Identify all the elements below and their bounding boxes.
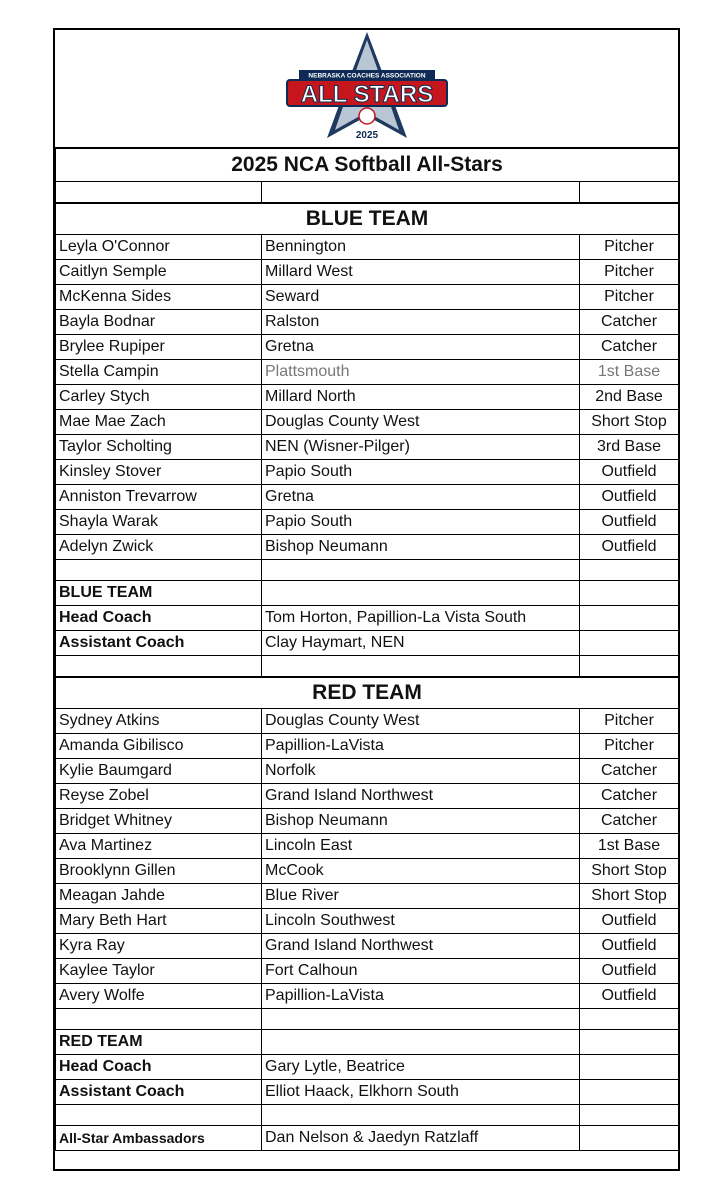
staff-label-row — [56, 581, 679, 606]
logo-cell — [56, 30, 679, 148]
player-row — [56, 285, 679, 310]
spacer-row — [56, 560, 679, 581]
all-stars-logo — [267, 30, 467, 142]
player-school: Lincoln Southwest — [262, 909, 580, 934]
spacer-row — [56, 1105, 679, 1126]
player-position: Outfield — [580, 934, 679, 959]
player-name: Mae Mae Zach — [56, 410, 262, 435]
player-position: Catcher — [580, 310, 679, 335]
player-position: Pitcher — [580, 709, 679, 734]
player-position: Outfield — [580, 535, 679, 560]
player-name: Brooklynn Gillen — [56, 859, 262, 884]
player-position: 1st Base — [580, 834, 679, 859]
player-position: Pitcher — [580, 285, 679, 310]
player-position: 3rd Base — [580, 435, 679, 460]
player-school: Papillion-LaVista — [262, 984, 580, 1009]
player-row — [56, 260, 679, 285]
player-name: Brylee Rupiper — [56, 335, 262, 360]
player-position: Outfield — [580, 510, 679, 535]
player-position: Catcher — [580, 784, 679, 809]
player-row — [56, 435, 679, 460]
player-school: Grand Island Northwest — [262, 934, 580, 959]
player-row — [56, 335, 679, 360]
player-name: Ava Martinez — [56, 834, 262, 859]
player-school: Bishop Neumann — [262, 535, 580, 560]
player-row — [56, 360, 679, 385]
player-name: Kylie Baumgard — [56, 759, 262, 784]
player-row — [56, 759, 679, 784]
player-school: Blue River — [262, 884, 580, 909]
player-row — [56, 385, 679, 410]
player-position: Catcher — [580, 335, 679, 360]
head-coach-row — [56, 606, 679, 631]
player-row — [56, 984, 679, 1009]
player-position: Catcher — [580, 759, 679, 784]
player-school: Millard North — [262, 385, 580, 410]
ambassadors-names: Dan Nelson & Jaedyn Ratzlaff — [262, 1126, 580, 1151]
head-coach-label: Head Coach — [56, 1055, 262, 1080]
player-school: Papio South — [262, 460, 580, 485]
spacer-row — [56, 656, 679, 678]
assistant-coach-label: Assistant Coach — [56, 1080, 262, 1105]
player-position: Short Stop — [580, 410, 679, 435]
assistant-coach-row — [56, 1080, 679, 1105]
player-name: Caitlyn Semple — [56, 260, 262, 285]
player-school: Douglas County West — [262, 709, 580, 734]
blue-team-heading: BLUE TEAM — [56, 203, 679, 235]
player-position: Outfield — [580, 485, 679, 510]
spacer-row — [56, 182, 679, 204]
player-name: Leyla O'Connor — [56, 235, 262, 260]
player-name: Carley Stych — [56, 385, 262, 410]
player-row — [56, 909, 679, 934]
player-school: Norfolk — [262, 759, 580, 784]
player-school: Millard West — [262, 260, 580, 285]
player-row — [56, 809, 679, 834]
roster-sheet — [53, 28, 680, 1171]
assistant-coach-row — [56, 631, 679, 656]
player-name: Adelyn Zwick — [56, 535, 262, 560]
player-school: Ralston — [262, 310, 580, 335]
staff-label-row — [56, 1030, 679, 1055]
ambassadors-row — [56, 1126, 679, 1151]
ambassadors-label: All-Star Ambassadors — [56, 1126, 262, 1151]
player-name: Meagan Jahde — [56, 884, 262, 909]
player-name: Kinsley Stover — [56, 460, 262, 485]
player-row — [56, 784, 679, 809]
player-name: Kaylee Taylor — [56, 959, 262, 984]
player-row — [56, 859, 679, 884]
spacer-row — [56, 1009, 679, 1030]
assistant-coach-name: Elliot Haack, Elkhorn South — [262, 1080, 580, 1105]
player-position: Pitcher — [580, 734, 679, 759]
roster-table — [55, 30, 679, 1151]
head-coach-name: Gary Lytle, Beatrice — [262, 1055, 580, 1080]
player-name: McKenna Sides — [56, 285, 262, 310]
player-school: Bennington — [262, 235, 580, 260]
player-school: Plattsmouth — [262, 360, 580, 385]
player-row — [56, 235, 679, 260]
head-coach-row — [56, 1055, 679, 1080]
player-row — [56, 734, 679, 759]
page-title: 2025 NCA Softball All-Stars — [56, 148, 679, 182]
head-coach-name: Tom Horton, Papillion-La Vista South — [262, 606, 580, 631]
player-row — [56, 535, 679, 560]
player-school: Grand Island Northwest — [262, 784, 580, 809]
player-position: Outfield — [580, 984, 679, 1009]
player-school: Fort Calhoun — [262, 959, 580, 984]
player-position: Short Stop — [580, 884, 679, 909]
player-name: Taylor Scholting — [56, 435, 262, 460]
player-name: Reyse Zobel — [56, 784, 262, 809]
player-position: Short Stop — [580, 859, 679, 884]
player-name: Stella Campin — [56, 360, 262, 385]
player-row — [56, 485, 679, 510]
player-school: Bishop Neumann — [262, 809, 580, 834]
player-school: NEN (Wisner-Pilger) — [262, 435, 580, 460]
player-school: Papillion-LaVista — [262, 734, 580, 759]
staff-team-label: RED TEAM — [56, 1030, 262, 1055]
player-row — [56, 310, 679, 335]
logo-banner: NEBRASKA COACHES ASSOCIATION — [308, 72, 426, 80]
player-school: Gretna — [262, 335, 580, 360]
player-name: Sydney Atkins — [56, 709, 262, 734]
player-row — [56, 709, 679, 734]
player-school: Papio South — [262, 510, 580, 535]
assistant-coach-name: Clay Haymart, NEN — [262, 631, 580, 656]
head-coach-label: Head Coach — [56, 606, 262, 631]
player-position: Outfield — [580, 959, 679, 984]
player-position: 1st Base — [580, 360, 679, 385]
player-position: 2nd Base — [580, 385, 679, 410]
staff-team-label: BLUE TEAM — [56, 581, 262, 606]
player-row — [56, 460, 679, 485]
player-position: Outfield — [580, 909, 679, 934]
player-row — [56, 834, 679, 859]
player-school: McCook — [262, 859, 580, 884]
player-position: Pitcher — [580, 260, 679, 285]
player-school: Gretna — [262, 485, 580, 510]
player-row — [56, 884, 679, 909]
player-name: Bayla Bodnar — [56, 310, 262, 335]
player-row — [56, 959, 679, 984]
player-school: Seward — [262, 285, 580, 310]
player-name: Kyra Ray — [56, 934, 262, 959]
player-row — [56, 410, 679, 435]
logo-text: ALL STARS — [300, 81, 434, 108]
player-name: Mary Beth Hart — [56, 909, 262, 934]
red-team-heading: RED TEAM — [56, 677, 679, 709]
logo-year: 2025 — [355, 130, 379, 141]
player-row — [56, 934, 679, 959]
player-school: Lincoln East — [262, 834, 580, 859]
red-team-heading-row — [56, 677, 679, 709]
player-name: Avery Wolfe — [56, 984, 262, 1009]
player-name: Amanda Gibilisco — [56, 734, 262, 759]
player-row — [56, 510, 679, 535]
player-position: Outfield — [580, 460, 679, 485]
assistant-coach-label: Assistant Coach — [56, 631, 262, 656]
player-position: Pitcher — [580, 235, 679, 260]
player-name: Bridget Whitney — [56, 809, 262, 834]
player-name: Anniston Trevarrow — [56, 485, 262, 510]
player-school: Douglas County West — [262, 410, 580, 435]
player-position: Catcher — [580, 809, 679, 834]
player-name: Shayla Warak — [56, 510, 262, 535]
